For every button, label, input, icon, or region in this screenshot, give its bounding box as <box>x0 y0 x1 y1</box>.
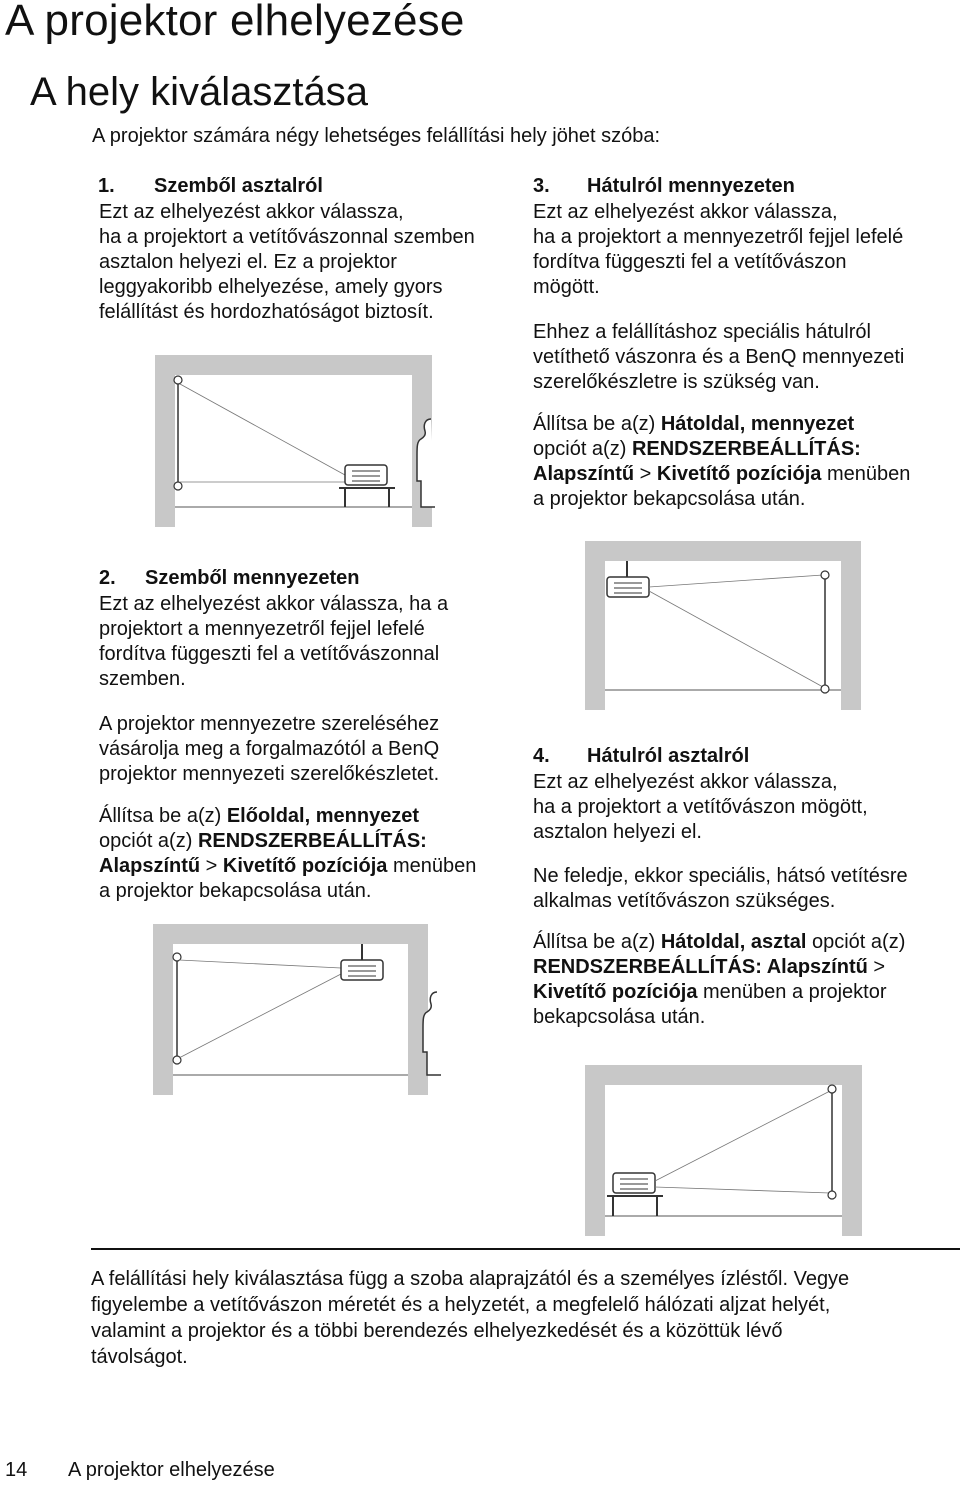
page-title: A projektor elhelyezése <box>5 0 465 45</box>
projection-screen-icon <box>828 1085 836 1199</box>
option-4-heading: 4. Hátulról asztalról <box>533 745 750 767</box>
table-icon <box>607 1196 663 1216</box>
option-3-menu-instruction: Állítsa be a(z) Hátoldal, mennyezet opciót a(z) RENDSZERBEÁLLÍTÁS: Alapszíntű > Kivetítő pozíciója menüben a projektor bekapcsolása után. <box>533 413 911 510</box>
option-2-heading: 2. Szemből mennyezeten <box>99 567 360 589</box>
front-ceiling-diagram <box>153 924 428 1095</box>
note-text: A felállítási hely kiválasztása függ a szoba alaprajzától és a személyes ízléstől. Vegye figyelembe a vetítővászon méretét és a helyzetét, a megfelelő hálózati aljzat helyét, valamint a projektor és a többi berendezés elhelyezkedését és a közöttük lévő távolságot. <box>91 1268 850 1368</box>
option-2-menu-instruction: Állítsa be a(z) Előoldal, mennyezet opciót a(z) RENDSZERBEÁLLÍTÁS: Alapszíntű > Kivetítő pozíciója menüben a projektor bekapcsolása után. <box>99 805 477 902</box>
note-divider <box>91 1248 960 1250</box>
option-2-description: Ezt az elhelyezést akkor válassza, ha a projektort a mennyezetről fejjel lefelé fordítva függeszti fel a vetítővászonnal szemben. <box>99 593 449 690</box>
rear-ceiling-diagram <box>585 541 861 710</box>
projector-icon <box>341 944 383 980</box>
projection-screen-icon <box>821 571 829 693</box>
option-3-heading: 3. Hátulról mennyezeten <box>533 175 795 197</box>
projection-screen-icon <box>174 376 182 490</box>
footer-section-title: A projektor elhelyezése <box>68 1459 275 1481</box>
option-4-screen-text: Ne feledje, ekkor speciális, hátsó vetítésre alkalmas vetítővászon szükséges. <box>533 865 908 912</box>
option-4-menu-instruction: Állítsa be a(z) Hátoldal, asztal opciót a(z) RENDSZERBEÁLLÍTÁS: Alapszíntű > Kivetítő pozíciója menüben a projektor bekapcsolása után. <box>533 931 906 1028</box>
projection-screen-icon <box>173 953 181 1064</box>
option-4-description: Ezt az elhelyezést akkor válassza, ha a projektort a vetítővászon mögött, asztalon helyezi el. <box>533 771 868 843</box>
front-table-diagram <box>155 355 432 527</box>
table-icon <box>339 488 395 507</box>
section-subtitle: A hely kiválasztása <box>30 70 368 114</box>
option-3-description: Ezt az elhelyezést akkor válassza, ha a projektort a mennyezetről fejjel lefelé fordítva függeszti fel a vetítővászon mögött. <box>533 201 904 298</box>
projector-icon <box>613 1173 655 1193</box>
page-number: 14 <box>5 1459 28 1481</box>
intro-text: A projektor számára négy lehetséges felállítási hely jöhet szóba: <box>92 125 661 147</box>
rear-table-diagram <box>585 1065 862 1236</box>
option-2-mount-text: A projektor mennyezetre szereléséhez vásárolja meg a forgalmazótól a BenQ projektor mennyezeti szerelőkészletet. <box>99 713 440 785</box>
projector-icon <box>345 465 387 485</box>
option-1-description: Ezt az elhelyezést akkor válassza, ha a projektort a vetítővászonnal szemben asztalon helyezi el. Ez a projektor leggyakoribb elhelyezése, amely gyors felállítást és hordozhatóságot biztosít. <box>99 201 475 323</box>
projector-icon <box>607 561 649 597</box>
option-1-heading: 1. Szemből asztalról <box>98 175 323 197</box>
option-3-screen-text: Ehhez a felállításhoz speciális hátulról vetíthető vászonra és a BenQ mennyezeti szerelőkészletre is szükség van. <box>533 321 905 393</box>
